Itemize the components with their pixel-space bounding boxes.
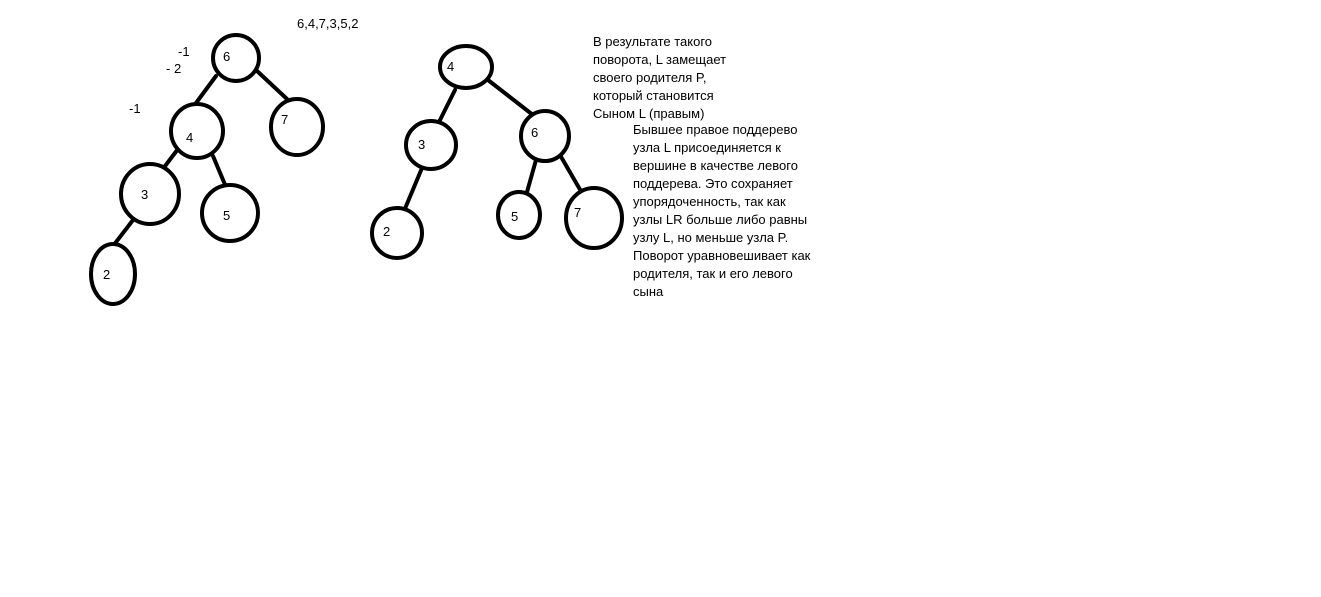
tree-after-label-5: 5 [511, 209, 519, 224]
text-line: вершине в качестве левого [633, 158, 798, 173]
tree-before-nodes [91, 35, 323, 304]
explanation-text-1 [593, 33, 726, 123]
text-line: поворота, L замещает [593, 52, 727, 67]
text-line: В результате такого [593, 34, 713, 49]
text-line: поддерева. Это сохраняет [633, 176, 793, 191]
tree-after-label-2: 2 [383, 224, 391, 239]
tree-before-label-7: 7 [281, 112, 289, 127]
insertion-sequence: 6,4,7,3,5,2 [297, 16, 359, 31]
tree-after-node-6 [521, 111, 569, 161]
tree-after-label-6: 6 [531, 125, 539, 140]
tree-before-node-6 [213, 35, 259, 81]
text-line: который становится [593, 88, 714, 103]
tree-before-node-7 [271, 99, 323, 155]
edge-6-5-after [527, 160, 536, 192]
tree-after-node-3 [406, 121, 456, 169]
text-line: узла L присоединяется к [633, 140, 781, 155]
tree-after-label-3: 3 [418, 137, 426, 152]
text-line: родителя, так и его левого [633, 266, 793, 281]
edge-4-6-after [488, 80, 533, 115]
tree-after-label-4: 4 [447, 59, 455, 74]
tree-before-label-5: 5 [223, 208, 231, 223]
text-line: Сыном L (правым) [593, 106, 705, 121]
text-line: своего родителя P, [593, 70, 707, 85]
text-line: сына [633, 284, 664, 299]
edge-6-4 [196, 76, 216, 103]
text-line: узлу L, но меньше узла P. [633, 230, 789, 245]
text-line: Поворот уравновешивает как [633, 248, 811, 263]
edge-6-7 [256, 70, 287, 99]
tree-before-label-2: 2 [103, 267, 111, 282]
edge-6-7-after [560, 155, 582, 193]
edge-4-3-after [440, 90, 455, 120]
tree-after-label-7: 7 [574, 205, 582, 220]
tree-before-label-3: 3 [141, 187, 149, 202]
tree-after-node-5 [498, 192, 540, 238]
tree-before-label-4: 4 [186, 130, 194, 145]
text-line: упорядоченность, так как [633, 194, 786, 209]
text-line: Бывшее правое поддерево [633, 122, 798, 137]
tree-before-node-4 [171, 104, 223, 158]
edge-3-2-after [404, 168, 422, 211]
tree-before-node-3 [121, 164, 179, 224]
edge-4-5 [213, 156, 226, 187]
tree-before-node-2 [91, 244, 135, 304]
tree-after-node-2 [372, 208, 422, 258]
edge-3-2 [113, 220, 133, 246]
tree-before-label-6: 6 [223, 49, 231, 64]
explanation-text-2 [633, 121, 810, 301]
balance-label-3: -1 [129, 101, 141, 116]
balance-label-2: - 2 [166, 61, 182, 76]
balance-label-1: -1 [178, 44, 190, 59]
text-line: узлы LR больше либо равны [633, 212, 808, 227]
balance-labels [129, 44, 190, 116]
tree-after-nodes [372, 46, 622, 258]
